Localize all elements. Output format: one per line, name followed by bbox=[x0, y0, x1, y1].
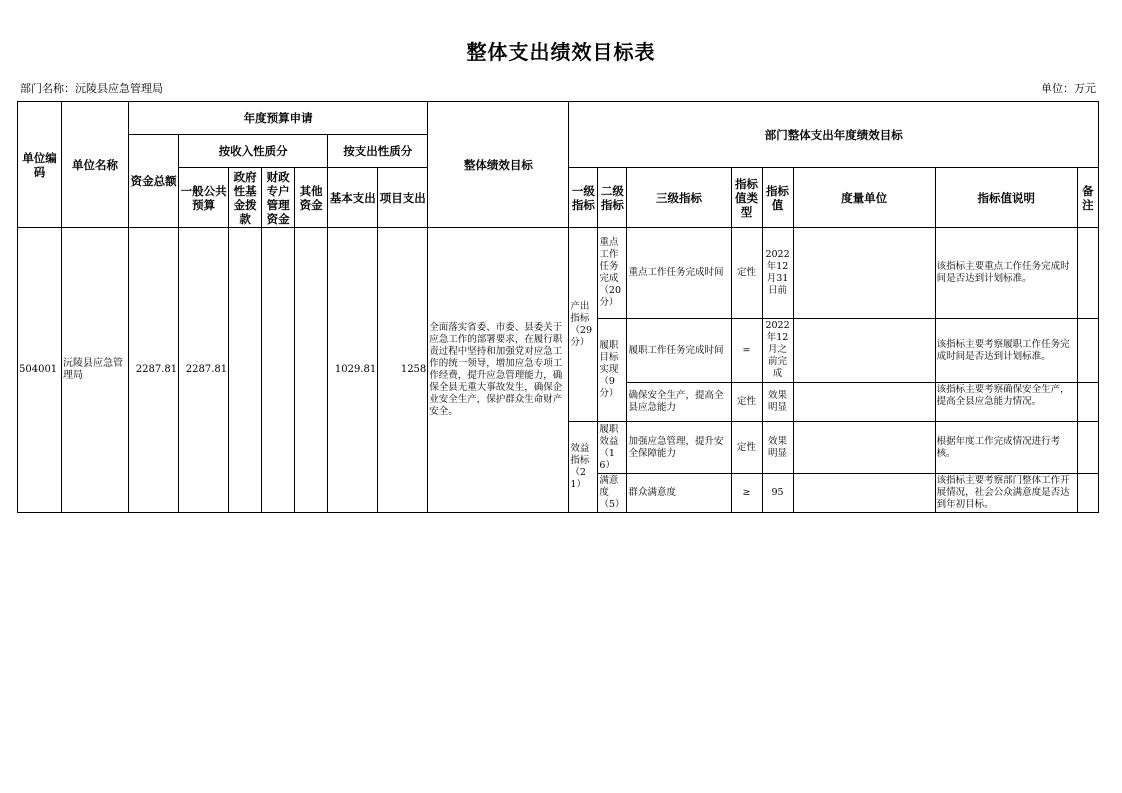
remark-cell bbox=[1077, 228, 1098, 319]
unit-name-cell: 沅陵县应急管理局 bbox=[62, 228, 129, 513]
value-desc-text: 该指标主要考察部门整体工作开展情况，社会公众满意度是否达到年初目标。 bbox=[936, 474, 1070, 510]
value-desc-cell bbox=[935, 474, 1077, 513]
remark-cell bbox=[1077, 422, 1098, 474]
value-text: 2022年12月之前完成 bbox=[765, 319, 790, 379]
header-value-desc: 指标值说明 bbox=[935, 168, 1077, 228]
header-value: 指标值 bbox=[762, 168, 793, 228]
value-cell bbox=[762, 319, 793, 383]
header-by-income: 按收入性质分 bbox=[179, 135, 328, 168]
header-by-expense: 按支出性质分 bbox=[328, 135, 428, 168]
value-desc-cell: 根据年度工作完成情况进行考核。 bbox=[935, 422, 1077, 474]
value-type-cell: = bbox=[731, 319, 762, 383]
value-type-cell: 定性 bbox=[731, 228, 762, 319]
level3-cell: 群众满意度 bbox=[627, 474, 731, 513]
remark-cell bbox=[1077, 383, 1098, 422]
level2-cell: 履职目标实现（9分） bbox=[598, 319, 627, 422]
header-gov-fund: 政府性基金拨款 bbox=[229, 168, 262, 228]
header-total-funds: 资金总额 bbox=[129, 135, 179, 228]
value-cell: 95 bbox=[762, 474, 793, 513]
value-cell: 2022年12月31日前 bbox=[762, 228, 793, 319]
header-level1: 一级指标 bbox=[569, 168, 598, 228]
header-level3: 三级指标 bbox=[627, 168, 731, 228]
value-cell: 效果明显 bbox=[762, 383, 793, 422]
level1-cell: 效益指标（21） bbox=[569, 422, 598, 513]
header-unit-code: 单位编码 bbox=[18, 102, 62, 228]
value-desc-text: 该指标主要考察确保安全生产，提高全县应急能力情况。 bbox=[936, 383, 1070, 407]
department-name: 部门名称：沅陵县应急管理局 bbox=[20, 82, 163, 95]
level2-cell: 履职效益（16） bbox=[598, 422, 627, 474]
level3-cell: 加强应急管理，提升安全保障能力 bbox=[627, 422, 731, 474]
project-expense-cell: 1258 bbox=[378, 228, 428, 513]
header-measure-unit: 度量单位 bbox=[793, 168, 935, 228]
header-unit-name: 单位名称 bbox=[62, 102, 129, 228]
other-funds-cell bbox=[295, 228, 328, 513]
overall-goal-cell: 全面落实省委、市委、县委关于应急工作的部署要求，在履行职责过程中坚持和加强党对应急工作的统一领导，增加应急专项工作经费，提升应急管理能力，确保全县无重大事故发生，确保企业安全生产，保护群众生命财产安全。 bbox=[428, 228, 569, 513]
level3-cell: 重点工作任务完成时间 bbox=[627, 228, 731, 319]
level3-cell: 确保安全生产，提高全县应急能力 bbox=[627, 383, 731, 422]
performance-table bbox=[17, 101, 1099, 513]
header-annual-budget: 年度预算申请 bbox=[129, 102, 428, 135]
level2-cell bbox=[598, 474, 627, 513]
level2-cell: 重点工作任务完成（20分） bbox=[598, 228, 627, 319]
level1-cell: 产出指标（29分） bbox=[569, 228, 598, 422]
header-value-type: 指标值类型 bbox=[731, 168, 762, 228]
value-type-cell: ≥ bbox=[731, 474, 762, 513]
page-title: 整体支出绩效目标表 bbox=[466, 40, 656, 64]
measure-unit-cell bbox=[793, 383, 935, 422]
value-desc-cell: 该指标主要考察履职工作任务完成时间是否达到计划标准。 bbox=[935, 319, 1077, 383]
remark-cell bbox=[1077, 474, 1098, 513]
measure-unit-cell bbox=[793, 228, 935, 319]
total-funds-cell: 2287.81 bbox=[129, 228, 179, 513]
header-general-budget: 一般公共预算 bbox=[179, 168, 229, 228]
measure-unit-cell bbox=[793, 474, 935, 513]
special-account-cell bbox=[262, 228, 295, 513]
value-desc-cell bbox=[935, 383, 1077, 422]
value-desc-cell: 该指标主要重点工作任务完成时间是否达到计划标准。 bbox=[935, 228, 1077, 319]
value-type-cell: 定性 bbox=[731, 383, 762, 422]
header-overall-goal: 整体绩效目标 bbox=[428, 102, 569, 228]
level3-cell: 履职工作任务完成时间 bbox=[627, 319, 731, 383]
table-row bbox=[18, 228, 1099, 319]
value-type-cell: 定性 bbox=[731, 422, 762, 474]
header-other-funds: 其他资金 bbox=[295, 168, 328, 228]
basic-expense-cell: 1029.81 bbox=[328, 228, 378, 513]
measure-unit-cell bbox=[793, 422, 935, 474]
value-cell: 效果明显 bbox=[762, 422, 793, 474]
header-level2: 二级指标 bbox=[598, 168, 627, 228]
header-project-expense: 项目支出 bbox=[378, 168, 428, 228]
header-remarks: 备注 bbox=[1077, 168, 1098, 228]
measure-unit-cell bbox=[793, 319, 935, 383]
level2-text: 满意度（5） bbox=[599, 474, 625, 510]
remark-cell bbox=[1077, 319, 1098, 383]
header-basic-expense: 基本支出 bbox=[328, 168, 378, 228]
header-dept-goal: 部门整体支出年度绩效目标 bbox=[569, 102, 1099, 168]
unit-code-cell: 504001 bbox=[18, 228, 62, 513]
general-budget-cell: 2287.81 bbox=[179, 228, 229, 513]
header-special-account: 财政专户管理资金 bbox=[262, 168, 295, 228]
gov-fund-cell bbox=[229, 228, 262, 513]
currency-unit: 单位：万元 bbox=[1041, 82, 1096, 95]
